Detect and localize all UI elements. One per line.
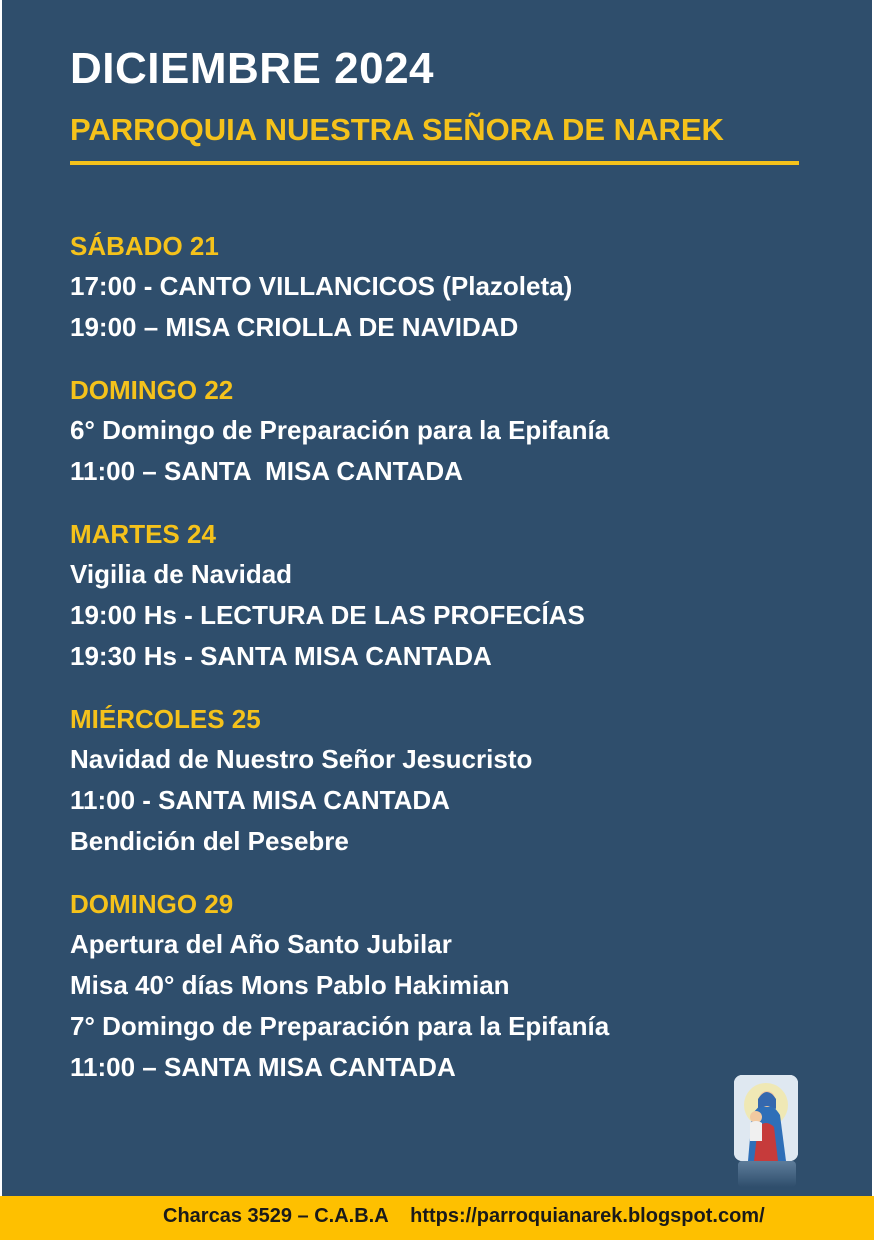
schedule-line: Bendición del Pesebre <box>70 826 349 856</box>
schedule-line: 11:00 - SANTA MISA CANTADA <box>70 785 450 815</box>
schedule-line: 11:00 – SANTA MISA CANTADA <box>70 1052 456 1082</box>
schedule-line: 19:30 Hs - SANTA MISA CANTADA <box>70 641 492 671</box>
schedule-line: 11:00 – SANTA MISA CANTADA <box>70 456 463 486</box>
schedule-line: Vigilia de Navidad <box>70 559 293 589</box>
schedule-line: Apertura del Año Santo Jubilar <box>70 929 452 959</box>
footer-address-url: Charcas 3529 – C.A.B.A https://parroquianarek.blogspot.com/ <box>163 1205 765 1227</box>
page-subtitle: PARROQUIA NUESTRA SEÑORA DE NAREK <box>70 112 724 147</box>
schedule-line: 17:00 - CANTO VILLANCICOS (Plazoleta) <box>70 271 573 301</box>
day-heading: MARTES 24 <box>70 519 216 549</box>
day-heading: MIÉRCOLES 25 <box>70 704 261 734</box>
title-divider <box>70 161 799 165</box>
schedule-line: Navidad de Nuestro Señor Jesucristo <box>70 744 533 774</box>
schedule-day <box>70 699 770 862</box>
schedule-line: 19:00 Hs - LECTURA DE LAS PROFECÍAS <box>70 600 585 630</box>
footer-bar <box>0 1196 874 1240</box>
image-reflection <box>738 1161 796 1187</box>
day-heading: DOMINGO 29 <box>70 889 234 919</box>
schedule-day <box>70 226 770 348</box>
schedule-list <box>70 226 770 1110</box>
virgin-and-child-image <box>734 1075 798 1161</box>
day-heading: SÁBADO 21 <box>70 231 219 261</box>
flyer-page <box>2 0 872 1240</box>
schedule-line: 6° Domingo de Preparación para la Epifanía <box>70 415 610 445</box>
day-heading: DOMINGO 22 <box>70 375 234 405</box>
schedule-day <box>70 884 770 1088</box>
schedule-day <box>70 514 770 677</box>
schedule-line: 7° Domingo de Preparación para la Epifanía <box>70 1011 610 1041</box>
schedule-day <box>70 370 770 492</box>
schedule-line: Misa 40° días Mons Pablo Hakimian <box>70 970 510 1000</box>
page-title: DICIEMBRE 2024 <box>70 44 435 93</box>
schedule-line: 19:00 – MISA CRIOLLA DE NAVIDAD <box>70 312 519 342</box>
